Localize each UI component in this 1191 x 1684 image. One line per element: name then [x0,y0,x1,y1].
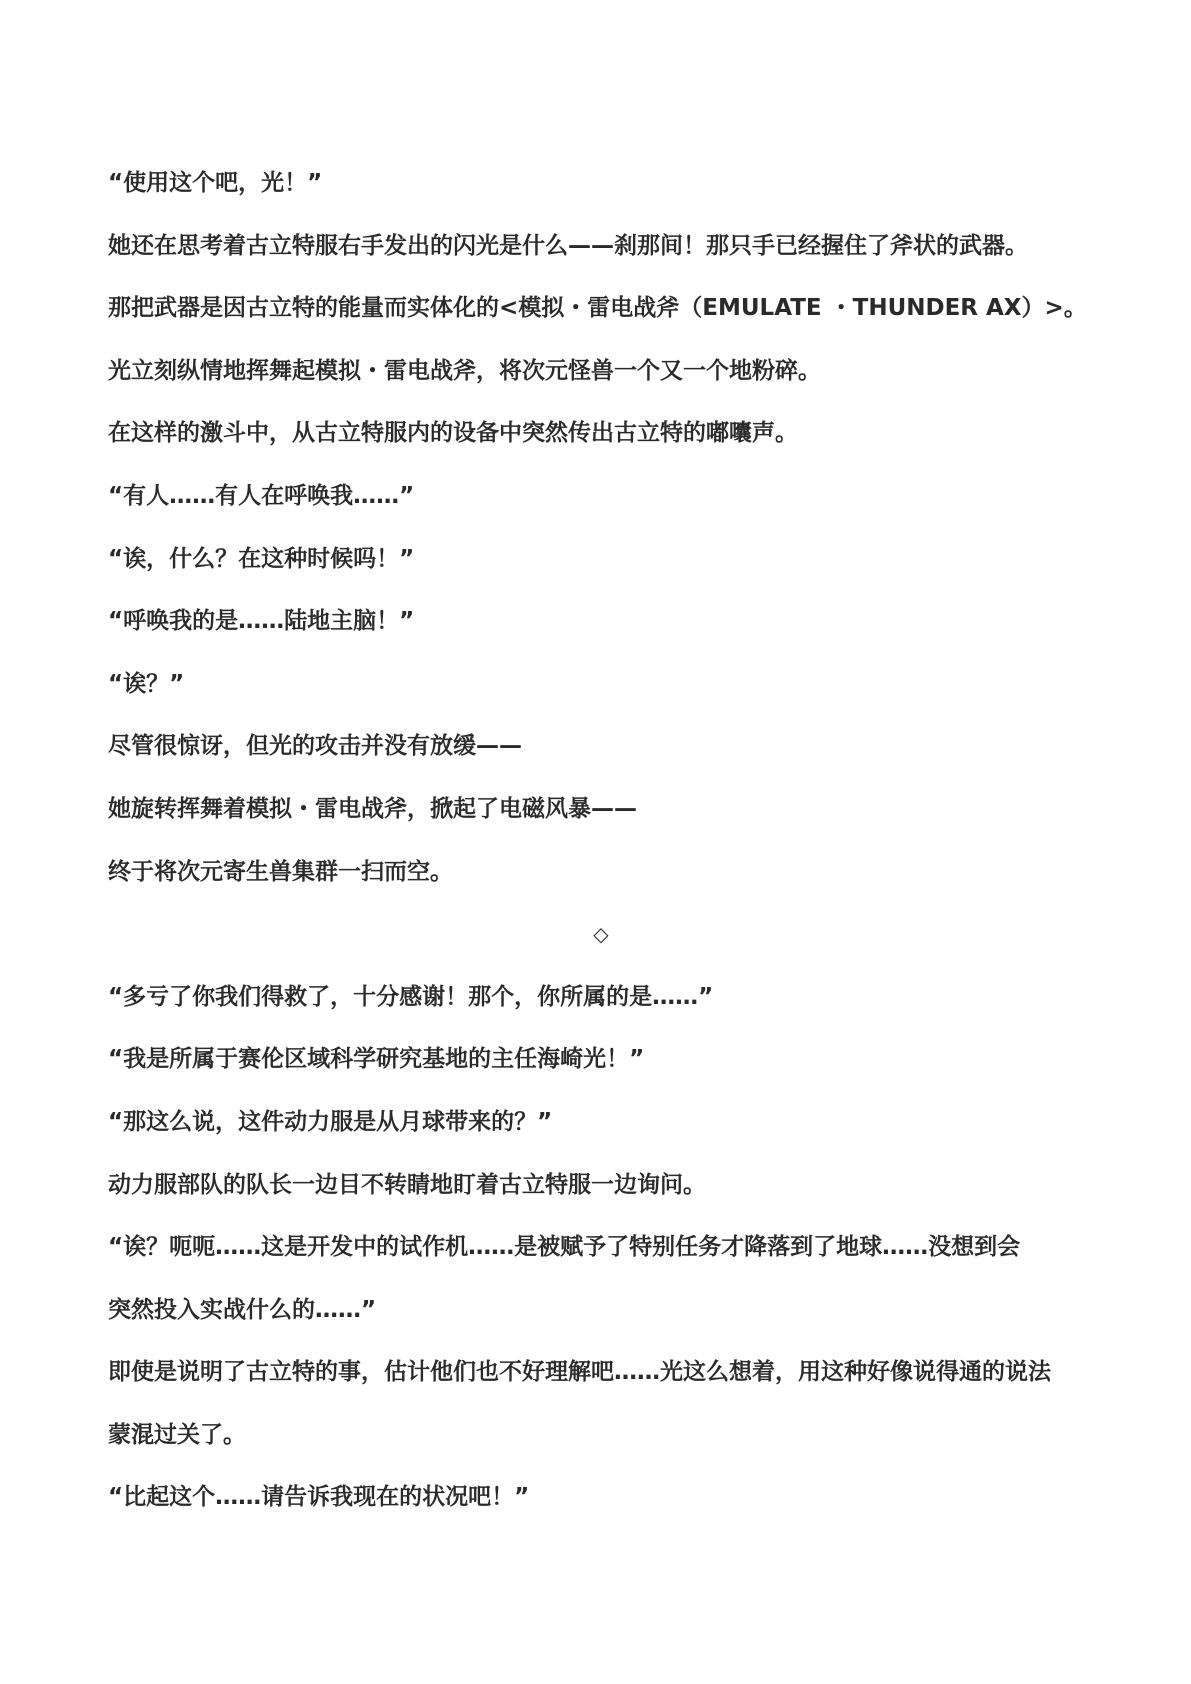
paragraph-line: “使用这个吧，光！” [108,170,323,196]
paragraph-line: 那把武器是因古立特的能量而实体化的<模拟・雷电战斧（EMULATE ・THUNDER AX）>。 [108,295,1087,322]
paragraph-line: “那这么说，这件动力服是从月球带来的？” [108,1108,553,1135]
paragraph-line: “呼唤我的是……陆地主脑！” [108,608,415,635]
paragraph-line: 即使是说明了古立特的事，估计他们也不好理解吧……光这么想着，用这种好像说得通的说法 [108,1359,1051,1386]
paragraph-line: “多亏了你我们得救了，十分感谢！那个，你所属的是……” [108,983,714,1010]
paragraph-line: 在这样的激斗中，从古立特服内的设备中突然传出古立特的嘟囔声。 [108,420,798,447]
paragraph-line: 蒙混过关了。 [108,1421,246,1448]
paragraph-line: “我是所属于赛伦区域科学研究基地的主任海崎光！” [108,1046,645,1073]
paragraph-line: 终于将次元寄生兽集群一扫而空。 [108,858,453,885]
paragraph-line: “诶？呃呃……这是开发中的试作机……是被赋予了特别任务才降落到了地球……没想到会 [108,1234,1021,1261]
section-divider: ◇ [593,922,609,947]
paragraph-line: “诶？” [108,670,185,697]
paragraph-line: 她旋转挥舞着模拟・雷电战斧，掀起了电磁风暴—— [108,795,637,822]
paragraph-line: 她还在思考着古立特服右手发出的闪光是什么——刹那间！那只手已经握住了斧状的武器。 [108,232,1028,259]
paragraph-line: 突然投入实战什么的……” [108,1296,377,1323]
paragraph-line: 尽管很惊讶，但光的攻击并没有放缓—— [108,733,522,760]
paragraph-line: 动力服部队的队长一边目不转睛地盯着古立特服一边询问。 [108,1171,706,1198]
body-text [108,152,1098,1529]
paragraph-line: “诶，什么？在这种时候吗！” [108,545,415,572]
paragraph-line: “比起这个……请告诉我现在的状况吧！” [108,1484,530,1511]
paragraph-line: 光立刻纵情地挥舞起模拟・雷电战斧，将次元怪兽一个又一个地粉碎。 [108,357,821,384]
paragraph-line: “有人……有人在呼唤我……” [108,482,415,509]
